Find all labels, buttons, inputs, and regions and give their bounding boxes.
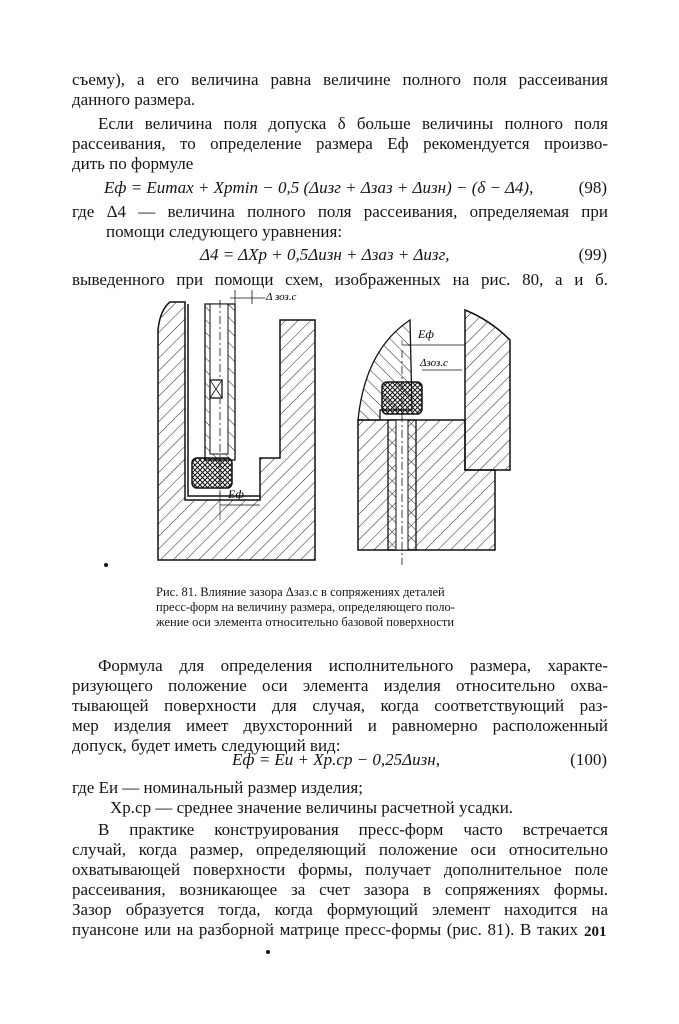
text-line: выведенного при помощи схем, изображенных на рис. 80, а и б. [72,270,608,289]
equation-99: Δ4 = ΔXp + 0,5Δизн + Δзаз + Δизг, [200,245,450,264]
text-line: где Δ4 — величина полного поля рассеивания, определяемая при [72,202,608,221]
text-line: пуансоне или на разборной матрице пресс-формы (рис. 81). В таких [72,920,578,939]
print-dot [104,563,108,567]
where-line: где Eи — номинальный размер изделия; [72,778,363,797]
print-dot [266,950,270,954]
caption-line: Рис. 81. Влияние зазора Δзаз.с в сопряжениях деталей [156,585,445,599]
left-scheme [158,290,315,560]
equation-number-99: (99) [578,245,607,264]
figure-caption [156,585,526,630]
page-number: 201 [584,924,607,940]
where-line: Xp.ср — среднее значение величины расчетной усадки. [110,798,514,817]
text-line: допуск, будет иметь следующий вид: [72,736,341,755]
text-line: ризующего положение оси элемента изделия относительно охва- [72,676,608,695]
figure-81-drawing [150,290,530,580]
text-line: данного размера. [72,90,196,109]
text-line: Если величина поля допуска δ больше величины полного поля [98,114,608,133]
equation-100: Eф = Eи + Xp.ср − 0,25Δизн, [232,750,440,769]
label-e-left: Еф [228,487,244,501]
equation-number-98: (98) [578,178,607,197]
text-line: съему), а его величина равна величине полного поля рассеивания [72,70,608,89]
text-line: Зазор образуется тогда, когда формующий элемент находится на [72,900,608,919]
text-line: охватывающей поверхности формы, получает дополнительное поле [72,860,608,879]
text-line: дить по формуле [72,154,194,173]
right-scheme [358,310,510,565]
caption-line: жение оси элемента относительно базовой поверхности [156,615,455,629]
equation-number-100: (100) [570,750,607,769]
equation-98: Eф = Eиmax + Xpmin − 0,5 (Δизг + Δзаз + Δизн) − (δ − Δ4), [104,178,534,197]
text-line: рассеивания, то определение размера Eф рекомендуется произво- [72,134,608,153]
text-line: помощи следующего уравнения: [106,222,343,241]
text-line: В практике конструирования пресс-форм часто встречается [98,820,608,839]
text-line: мер изделия имеет двухсторонний и равномерно расположенный [72,716,608,735]
caption-line: пресс-форм на величину размера, определяющего поло- [156,600,455,614]
label-gap-left: Δ зоз.с [266,291,297,303]
label-e-right: Еф [418,327,434,341]
label-gap-right: Δзоз.с [420,357,448,369]
text-line: случай, когда размер, определяющий положение оси относительно [72,840,608,859]
text-line: Формула для определения исполнительного размера, характе- [98,656,608,675]
text-line: рассеивания, возникающее за счет зазора в сопряжениях формы. [72,880,608,899]
text-line: тывающей поверхности для случая, когда соответствующий раз- [72,696,608,715]
